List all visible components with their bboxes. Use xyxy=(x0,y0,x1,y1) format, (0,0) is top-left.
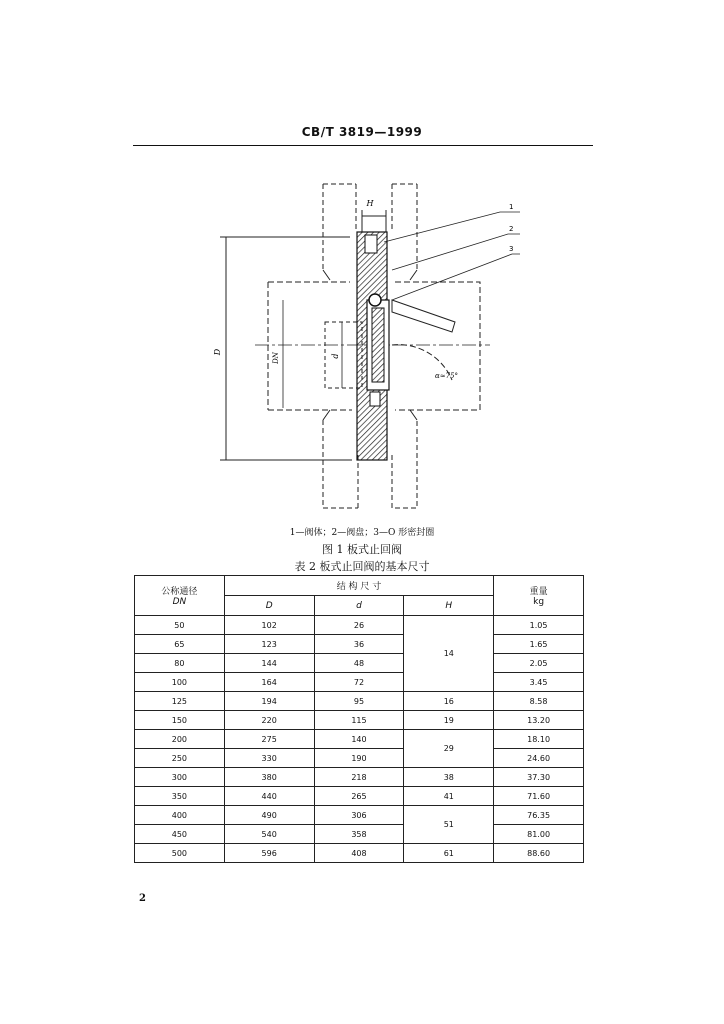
cell-d: 265 xyxy=(314,787,404,806)
angle-label: α≈75° xyxy=(435,372,458,380)
table-row xyxy=(135,692,584,711)
cell-weight: 71.60 xyxy=(494,787,584,806)
table-row xyxy=(135,654,584,673)
cell-D: 330 xyxy=(224,749,314,768)
cell-H: 19 xyxy=(404,711,494,730)
cell-d: 72 xyxy=(314,673,404,692)
cell-weight: 2.05 xyxy=(494,654,584,673)
table-row xyxy=(135,749,584,768)
dim-D-label: D xyxy=(213,348,222,356)
cell-D: 102 xyxy=(224,616,314,635)
callout-2: 2 xyxy=(509,225,514,233)
header-nominal-sub: DN xyxy=(172,597,187,607)
cell-H: 29 xyxy=(404,730,494,768)
cell-H: 51 xyxy=(404,806,494,844)
header-nominal xyxy=(135,576,225,616)
cell-weight: 13.20 xyxy=(494,711,584,730)
cell-weight: 3.45 xyxy=(494,673,584,692)
table-header-row xyxy=(135,576,584,596)
cell-dn: 450 xyxy=(135,825,225,844)
cell-dn: 250 xyxy=(135,749,225,768)
cell-D: 440 xyxy=(224,787,314,806)
page-number: 2 xyxy=(139,893,146,904)
cell-d: 306 xyxy=(314,806,404,825)
table-row xyxy=(135,673,584,692)
table-row xyxy=(135,768,584,787)
figure-caption: 图 1 板式止回阀 xyxy=(322,543,402,556)
cell-dn: 350 xyxy=(135,787,225,806)
table-caption: 表 2 板式止回阀的基本尺寸 xyxy=(294,560,430,573)
header-weight xyxy=(494,576,584,616)
cell-dn: 500 xyxy=(135,844,225,863)
cell-d: 26 xyxy=(314,616,404,635)
figure-legend: 1—阀体；2—阀盘；3—O 形密封圈 xyxy=(289,528,435,538)
cell-dn: 65 xyxy=(135,635,225,654)
table-row xyxy=(135,825,584,844)
standard-code-header: CB/T 3819—1999 xyxy=(301,125,423,139)
cell-dn: 125 xyxy=(135,692,225,711)
cell-weight: 18.10 xyxy=(494,730,584,749)
dim-H-label: H xyxy=(366,199,374,208)
cell-d: 48 xyxy=(314,654,404,673)
dim-d-label: d xyxy=(331,353,340,359)
cell-weight: 81.00 xyxy=(494,825,584,844)
dim-DN-label: DN xyxy=(272,352,280,364)
header-weight-label: 重量 xyxy=(529,587,548,597)
cell-d: 218 xyxy=(314,768,404,787)
table-row xyxy=(135,787,584,806)
cell-weight: 76.35 xyxy=(494,806,584,825)
cell-d: 358 xyxy=(314,825,404,844)
header-D: D xyxy=(224,596,314,616)
table-row xyxy=(135,635,584,654)
table-row xyxy=(135,730,584,749)
cell-weight: 24.60 xyxy=(494,749,584,768)
cell-dn: 50 xyxy=(135,616,225,635)
cell-weight: 1.65 xyxy=(494,635,584,654)
cell-d: 140 xyxy=(314,730,404,749)
table-row xyxy=(135,806,584,825)
cell-d: 408 xyxy=(314,844,404,863)
table-row xyxy=(135,711,584,730)
cell-D: 596 xyxy=(224,844,314,863)
cell-weight: 1.05 xyxy=(494,616,584,635)
cell-weight: 88.60 xyxy=(494,844,584,863)
cell-weight: 37.30 xyxy=(494,768,584,787)
cell-H: 16 xyxy=(404,692,494,711)
cell-dn: 300 xyxy=(135,768,225,787)
cell-D: 144 xyxy=(224,654,314,673)
cell-d: 95 xyxy=(314,692,404,711)
callout-3: 3 xyxy=(509,245,514,253)
cell-dn: 80 xyxy=(135,654,225,673)
cell-H: 41 xyxy=(404,787,494,806)
cell-dn: 100 xyxy=(135,673,225,692)
cell-H: 14 xyxy=(404,616,494,692)
header-structure: 结 构 尺 寸 xyxy=(224,576,493,596)
cell-dn: 200 xyxy=(135,730,225,749)
cell-dn: 150 xyxy=(135,711,225,730)
header-weight-unit: kg xyxy=(533,597,545,607)
callout-1: 1 xyxy=(509,203,514,211)
cell-D: 540 xyxy=(224,825,314,844)
cell-D: 123 xyxy=(224,635,314,654)
cell-H: 38 xyxy=(404,768,494,787)
cell-d: 115 xyxy=(314,711,404,730)
cell-d: 36 xyxy=(314,635,404,654)
cell-D: 194 xyxy=(224,692,314,711)
cell-dn: 400 xyxy=(135,806,225,825)
cell-H: 61 xyxy=(404,844,494,863)
cell-D: 275 xyxy=(224,730,314,749)
dimension-table xyxy=(134,575,584,863)
header-nominal-label: 公称通径 xyxy=(161,587,198,597)
header-H: H xyxy=(404,596,494,616)
table-row xyxy=(135,616,584,635)
cell-D: 380 xyxy=(224,768,314,787)
header-d: d xyxy=(314,596,404,616)
cell-d: 190 xyxy=(314,749,404,768)
cell-D: 164 xyxy=(224,673,314,692)
cell-D: 490 xyxy=(224,806,314,825)
cell-weight: 8.58 xyxy=(494,692,584,711)
table-row xyxy=(135,844,584,863)
cell-D: 220 xyxy=(224,711,314,730)
